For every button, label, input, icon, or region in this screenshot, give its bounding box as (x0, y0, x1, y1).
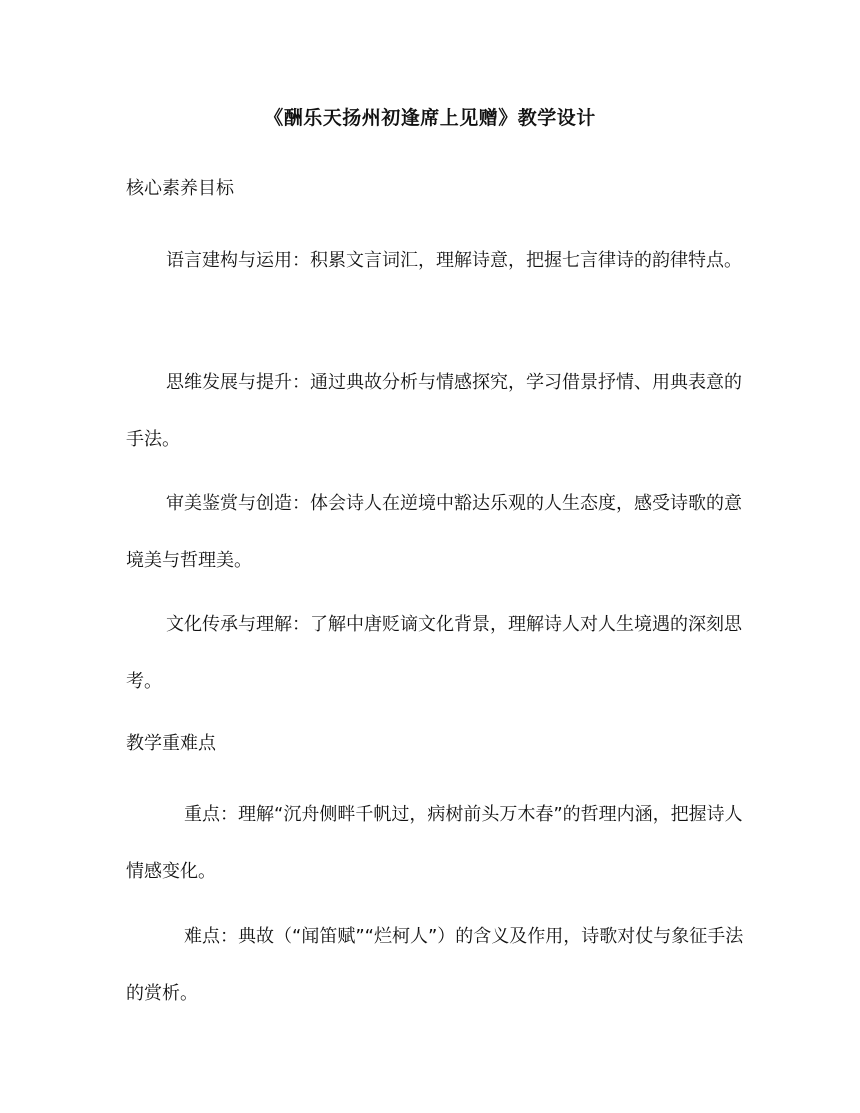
paragraph-aesthetic: 审美鉴赏与创造：体会诗人在逆境中豁达乐观的人生态度，感受诗歌的意境美与哲理美。 (126, 493, 742, 571)
paragraph-key-point: 重点：理解“沉舟侧畔千帆过，病树前头万木春”的哲理内涵，把握诗人情感变化。 (126, 804, 743, 882)
paragraph-difficult-point: 难点：典故（“闻笛赋”“烂柯人”）的含义及作用，诗歌对仗与象征手法的赏析。 (126, 926, 744, 1004)
paragraph-thinking: 思维发展与提升：通过典故分析与情感探究，学习借景抒情、用典表意的手法。 (126, 372, 742, 450)
paragraph-language: 语言建构与运用：积累文言词汇，理解诗意，把握七言律诗的韵律特点。 (166, 250, 742, 271)
paragraph-culture: 文化传承与理解：了解中唐贬谪文化背景，理解诗人对人生境遇的深刻思考。 (126, 614, 742, 692)
document-title: 《酬乐天扬州初逢席上见赠》教学设计 (264, 107, 596, 129)
section-heading-key-points: 教学重难点 (126, 733, 216, 754)
section-heading-core-goals: 核心素养目标 (126, 178, 234, 199)
